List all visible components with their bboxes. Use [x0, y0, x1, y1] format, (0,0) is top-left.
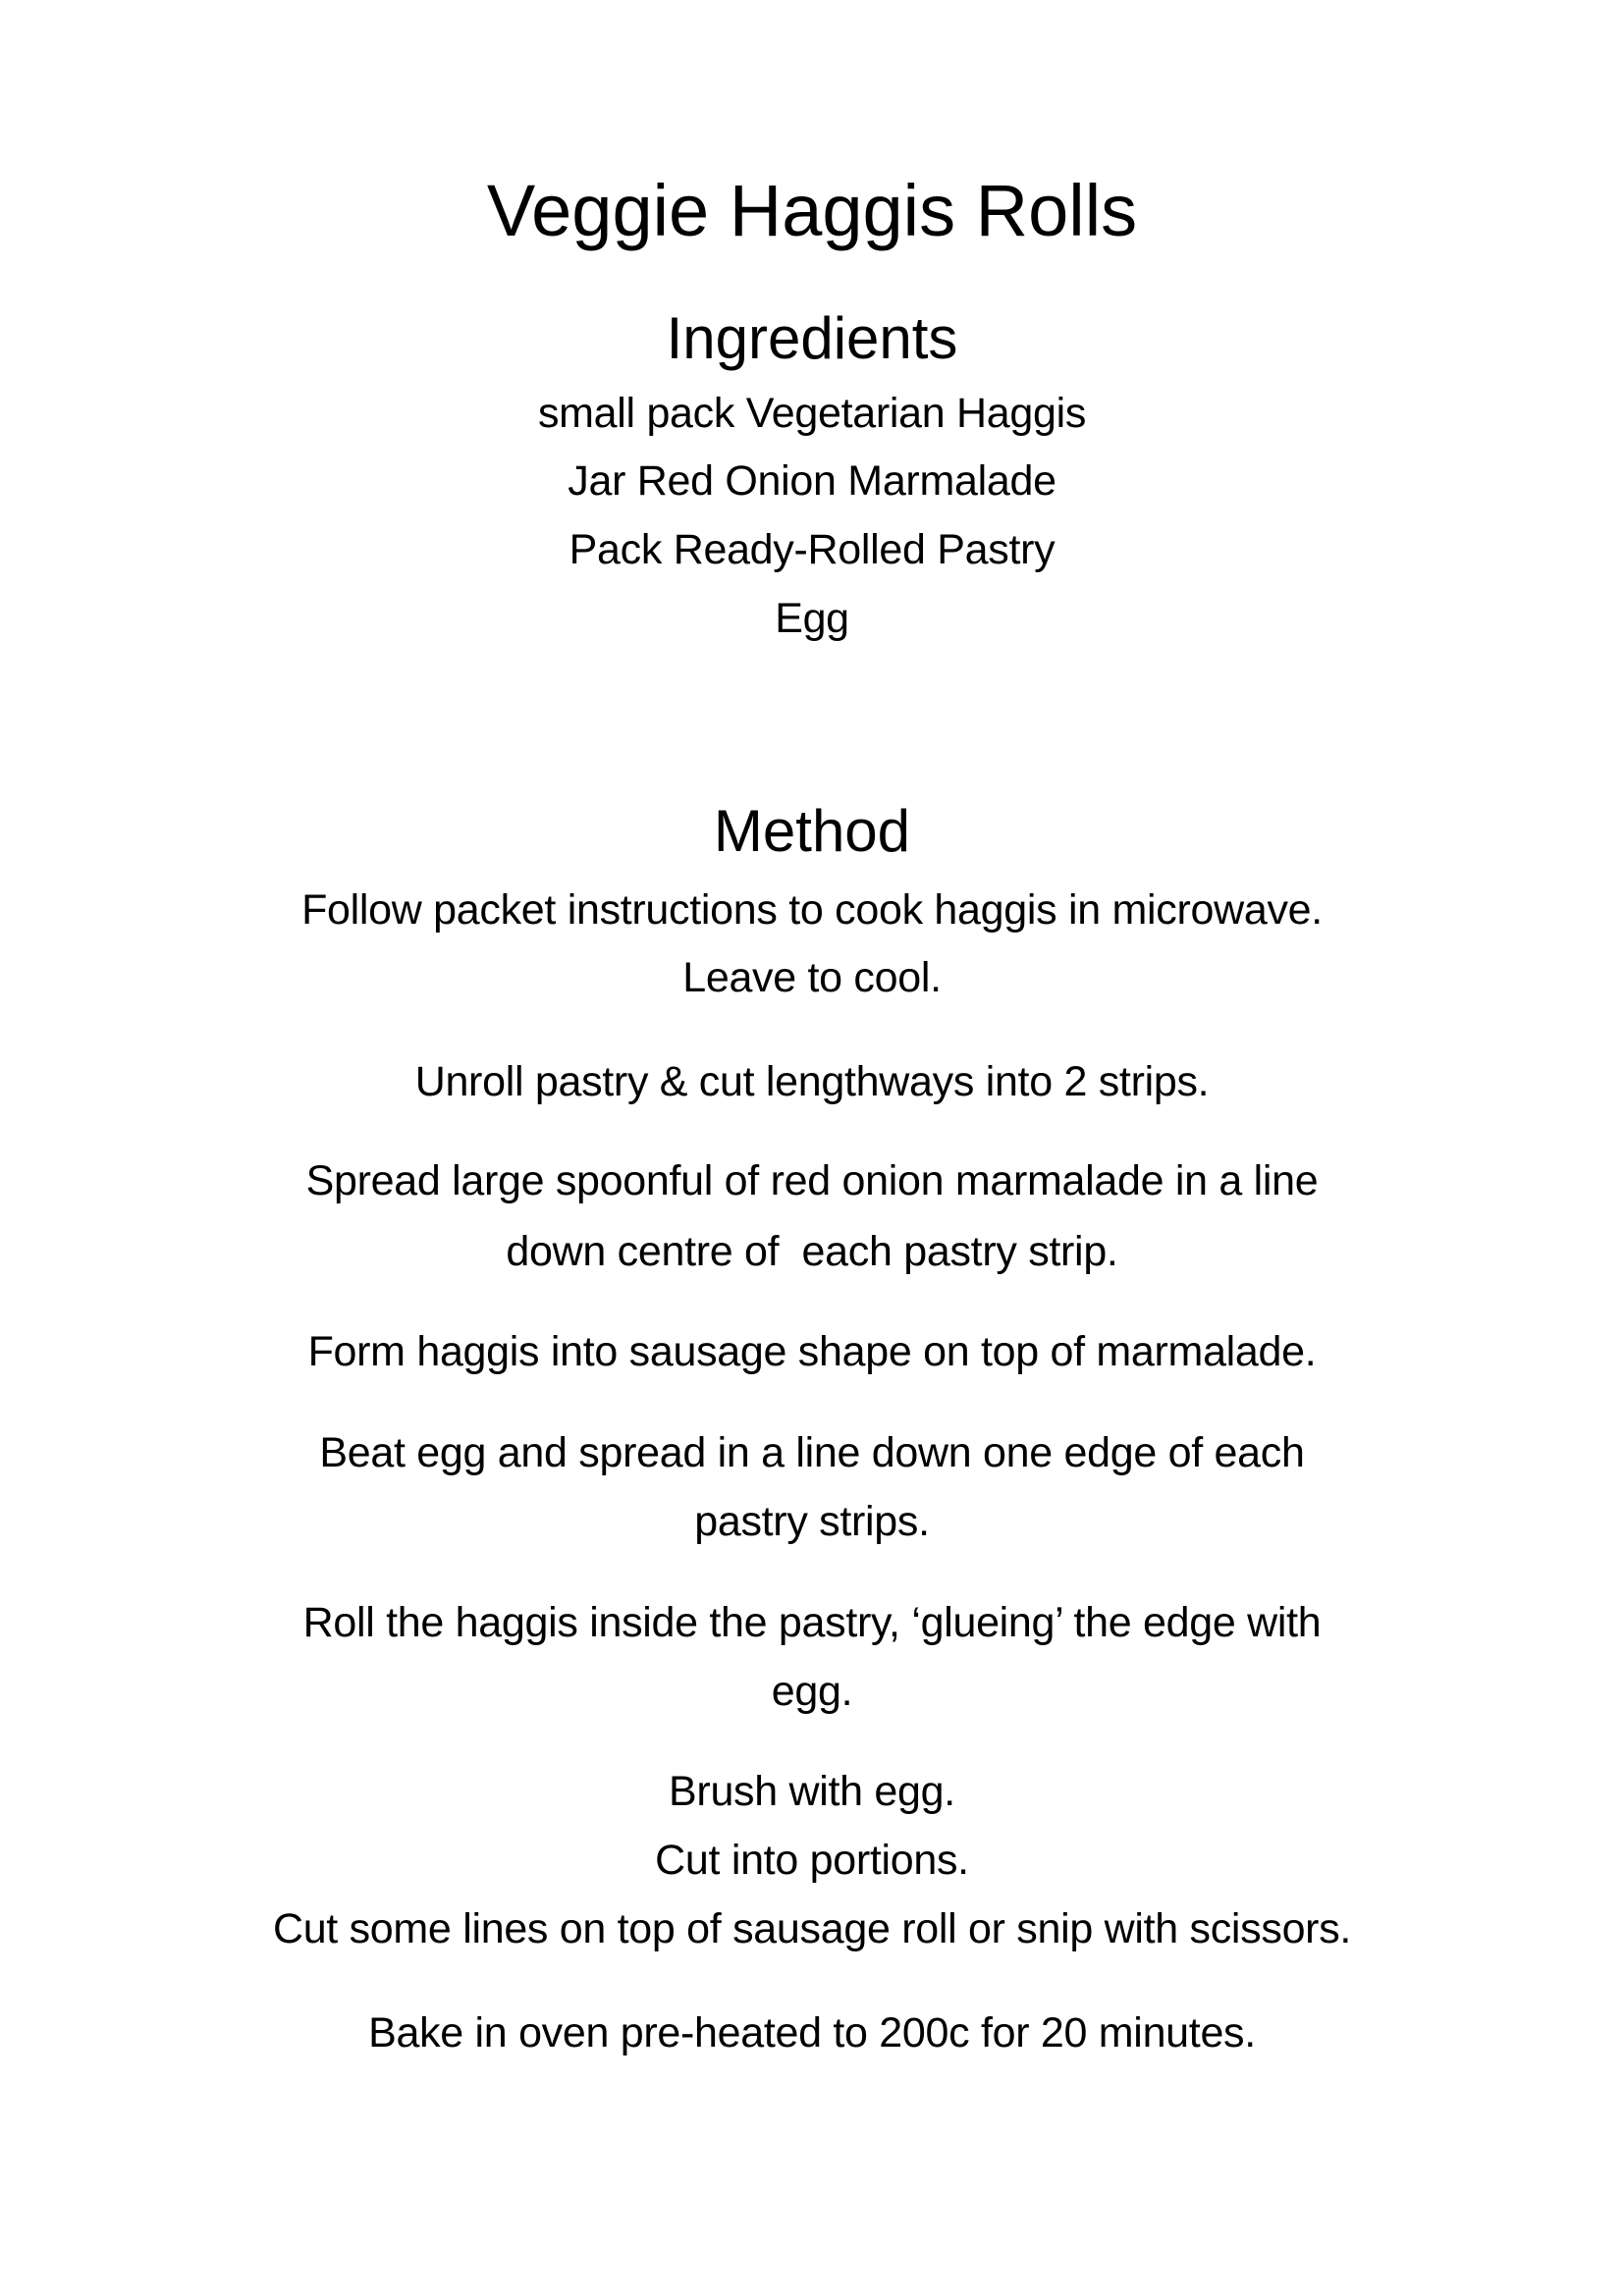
ingredient-item: Egg — [775, 595, 849, 642]
method-step-7-line: Brush with egg. — [669, 1768, 955, 1815]
method-step-3-line: down centre of each pastry strip. — [506, 1228, 1118, 1275]
method-heading: Method — [713, 798, 911, 864]
ingredient-item: Pack Ready-Rolled Pastry — [568, 526, 1056, 573]
method-step-3-line: Spread large spoonful of red onion marmalade in a line — [305, 1157, 1319, 1204]
method-step-1-line: Follow packet instructions to cook haggis in microwave. — [301, 886, 1323, 934]
method-step-5-line: pastry strips. — [694, 1498, 930, 1545]
recipe-title: Veggie Haggis Rolls — [486, 170, 1138, 251]
ingredients-heading: Ingredients — [666, 305, 958, 371]
method-step-2-line: Unroll pastry & cut lengthways into 2 strips. — [414, 1058, 1210, 1105]
ingredient-item: small pack Vegetarian Haggis — [537, 390, 1087, 437]
method-step-6-line: egg. — [771, 1668, 853, 1715]
method-step-1-line: Leave to cool. — [682, 954, 942, 1001]
ingredient-item: Jar Red Onion Marmalade — [568, 457, 1056, 505]
method-step-5-line: Beat egg and spread in a line down one edge of each — [319, 1429, 1305, 1476]
method-step-6-line: Roll the haggis inside the pastry, ‘glueing’ the edge with — [302, 1599, 1322, 1646]
method-step-7-line: Cut into portions. — [655, 1837, 969, 1884]
method-step-7-line: Cut some lines on top of sausage roll or snip with scissors. — [272, 1905, 1352, 1952]
method-step-8-line: Bake in oven pre-heated to 200c for 20 minutes. — [368, 2009, 1256, 2056]
method-step-4-line: Form haggis into sausage shape on top of marmalade. — [307, 1328, 1317, 1375]
